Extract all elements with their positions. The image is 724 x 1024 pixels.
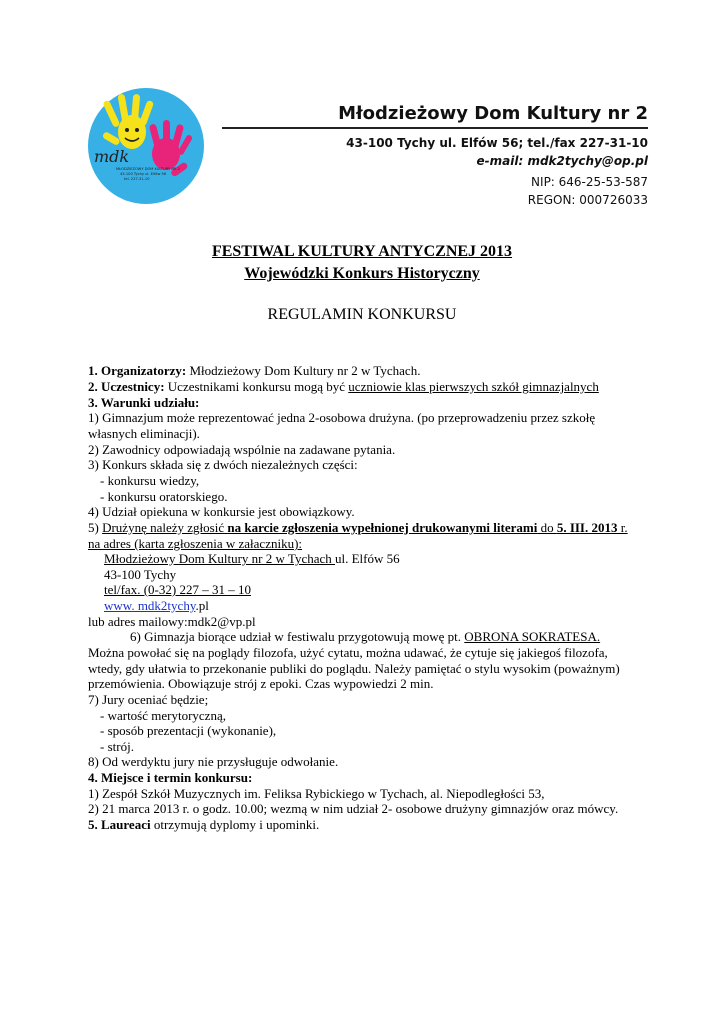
condition-8: 8) Od werdyktu jury nie przysługuje odwołanie. — [88, 754, 339, 769]
condition-5-cont: na adres (karta zgłoszenia w załaczniku): — [88, 536, 303, 551]
place-2: 2) 21 marca 2013 r. o godz. 10.00; wezmą w nim udział 2- osobowe drużyny gimnazjów oraz mówcy. — [88, 801, 619, 816]
email-line: lub adres mailowy:mdk2@vp.pl — [88, 614, 256, 629]
condition-1-cont: własnych eliminacji). — [88, 426, 200, 441]
condition-5-text: do — [537, 520, 557, 535]
condition-4: 4) Udział opiekuna w konkursie jest obowiązkowy. — [88, 504, 355, 519]
logo-eye-icon — [135, 128, 139, 132]
regulations-title: REGULAMIN KONKURSU — [267, 306, 457, 323]
logo-brand-text: mdk — [94, 147, 130, 166]
condition-1: 1) Gimnazjum może reprezentować jedna 2-osobowa drużyna. (po przeprowadzeniu przez szkołę — [88, 410, 596, 425]
logo-line-3: tel. 227-31-10 — [124, 177, 150, 181]
address-line-1 — [104, 551, 400, 567]
institution-name: Młodzieżowy Dom Kultury nr 2 — [338, 103, 648, 124]
header-email: e-mail: mdk2tychy@op.pl — [476, 154, 648, 168]
place-1: 1) Zespół Szkół Muzycznych im. Feliksa Rybickiego w Tychach, al. Niepodległości 53, — [88, 786, 545, 801]
condition-5 — [88, 520, 628, 536]
condition-7c: - strój. — [100, 739, 134, 754]
condition-6-line-3: wtedy, gdy ułatwia to przekonanie publiki do poglądu. Należy pamiętać o stylu wysokim (poważnym) — [88, 661, 620, 676]
section-label: 1. Organizatorzy: — [88, 363, 187, 378]
section-organizers — [88, 363, 420, 379]
condition-6 — [130, 629, 600, 645]
mdk-logo — [86, 86, 206, 206]
address-institution: Młodzieżowy Dom Kultury nr 2 w Tychach — [104, 551, 335, 566]
condition-2: 2) Zawodnicy odpowiadają wspólnie na zadawane pytania. — [88, 442, 396, 457]
condition-5-date: 5. III. 2013 — [556, 520, 618, 535]
condition-7b: - sposób prezentacji (wykonanie), — [100, 723, 277, 738]
speech-topic: OBRONA SOKRATESA. — [464, 629, 601, 644]
header-divider — [222, 127, 648, 129]
condition-3: 3) Konkurs składa się z dwóch niezależnych części: — [88, 457, 358, 472]
section-laureates — [88, 817, 319, 833]
condition-6-text: 6) Gimnazja biorące udział w festiwalu przygotowują mowę pt. — [130, 629, 465, 644]
address-street: ul. Elfów 56 — [335, 551, 400, 566]
logo-line-1: MŁODZIEŻOWY DOM KULTURY NR 2 — [116, 167, 180, 171]
website-suffix: .pl — [195, 598, 209, 613]
section-place-date: 4. Miejsce i termin konkursu: — [88, 770, 253, 785]
condition-5-text: Drużynę należy zgłosić — [102, 520, 228, 535]
logo-line-2: 43-100 Tychy ul. Elfów 56 — [120, 172, 167, 176]
section-label: 5. Laureaci — [88, 817, 151, 832]
condition-7: 7) Jury oceniać będzie; — [88, 692, 209, 707]
address-city: 43-100 Tychy — [104, 567, 177, 582]
condition-5-bold: na karcie zgłoszenia wypełnionej drukowanymi literami — [227, 520, 538, 535]
festival-title: FESTIWAL KULTURY ANTYCZNEJ 2013 — [211, 243, 513, 260]
address-phone: tel/fax. (0-32) 227 – 31 – 10 — [104, 582, 251, 597]
condition-5-text: r. — [617, 520, 628, 535]
address-website — [104, 598, 209, 614]
section-participants — [88, 379, 599, 395]
section-text: Młodzieżowy Dom Kultury nr 2 w Tychach. — [186, 363, 421, 378]
condition-6-line-2: Można powołać się na poglądy filozofa, użyć cytatu, można udawać, że cytuje się jakiegoś filozofa, — [88, 645, 608, 660]
header-regon: REGON: 000726033 — [527, 193, 648, 207]
section-label: 2. Uczestnicy: — [88, 379, 165, 394]
header-nip: NIP: 646-25-53-587 — [531, 175, 648, 189]
section-text: Uczestnikami konkursu mogą być — [164, 379, 349, 394]
header-address: 43-100 Tychy ul. Elfów 56; tel./fax 227-31-10 — [346, 136, 648, 150]
condition-3b: - konkursu oratorskiego. — [100, 489, 228, 504]
website-link[interactable]: www. mdk2tychy — [104, 598, 196, 613]
section-underlined: uczniowie klas pierwszych szkół gimnazjalnych — [348, 379, 599, 394]
condition-5-prefix: 5) — [88, 520, 103, 535]
section-text: otrzymują dyplomy i upominki. — [150, 817, 320, 832]
logo-eye-icon — [125, 128, 129, 132]
section-conditions: 3. Warunki udziału: — [88, 395, 200, 410]
condition-7a: - wartość merytoryczną, — [100, 708, 226, 723]
condition-3a: - konkursu wiedzy, — [100, 473, 200, 488]
condition-6-line-4: przemówienia. Obowiązuje strój z epoki. Czas wypowiedzi 2 min. — [88, 676, 434, 691]
contest-title: Wojewódzki Konkurs Historyczny — [244, 265, 480, 282]
